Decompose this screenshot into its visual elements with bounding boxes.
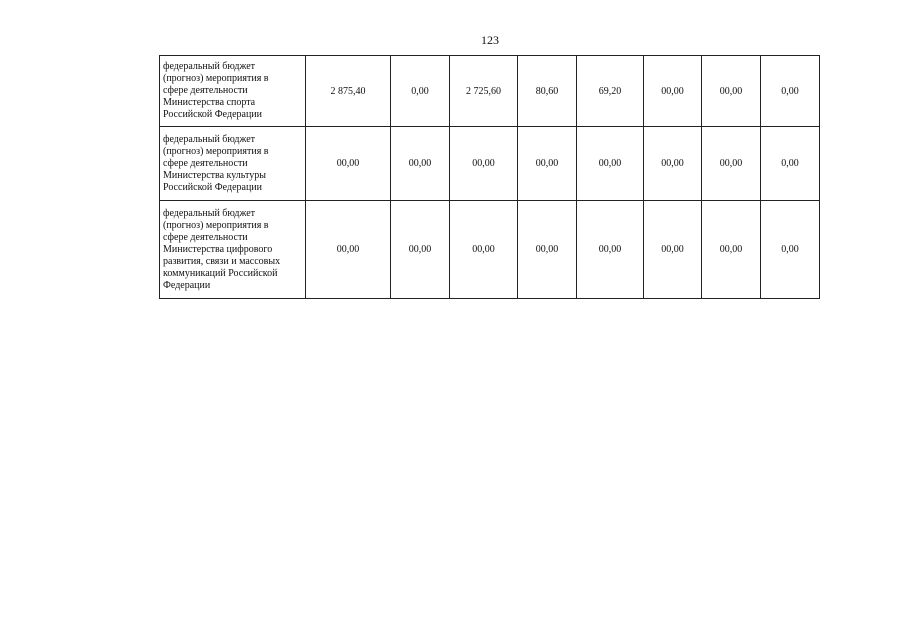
table-cell: 00,00 [518,201,577,299]
table-cell: 80,60 [518,56,577,127]
table-cell: 00,00 [577,127,644,201]
table-row [160,56,820,127]
table-cell: 00,00 [306,201,391,299]
row-label: федеральный бюджет (прогноз) мероприятия в сфере деятельности Министерства цифрового развития, связи и массовых коммуникаций Российской Федерации [160,201,306,299]
row-label: федеральный бюджет (прогноз) мероприятия в сфере деятельности Министерства спорта Российской Федерации [160,56,306,127]
table-cell: 0,00 [391,56,450,127]
table-cell: 0,00 [761,127,820,201]
table-cell: 2 725,60 [450,56,518,127]
budget-table [159,55,820,299]
table-cell: 00,00 [450,201,518,299]
table-cell: 00,00 [518,127,577,201]
table-cell: 00,00 [450,127,518,201]
table-cell: 00,00 [577,201,644,299]
table-row [160,201,820,299]
table-cell: 00,00 [702,127,761,201]
table-cell: 00,00 [702,56,761,127]
page-number: 123 [481,33,499,47]
table-cell: 00,00 [391,127,450,201]
table-cell: 00,00 [306,127,391,201]
table-cell: 00,00 [644,56,702,127]
table-cell: 0,00 [761,56,820,127]
table-cell: 69,20 [577,56,644,127]
table-cell: 00,00 [702,201,761,299]
row-label: федеральный бюджет (прогноз) мероприятия в сфере деятельности Министерства культуры Российской Федерации [160,127,306,201]
table-cell: 00,00 [644,127,702,201]
table-cell: 00,00 [644,201,702,299]
table-row [160,127,820,201]
table-cell: 2 875,40 [306,56,391,127]
table-cell: 0,00 [761,201,820,299]
table-cell: 00,00 [391,201,450,299]
